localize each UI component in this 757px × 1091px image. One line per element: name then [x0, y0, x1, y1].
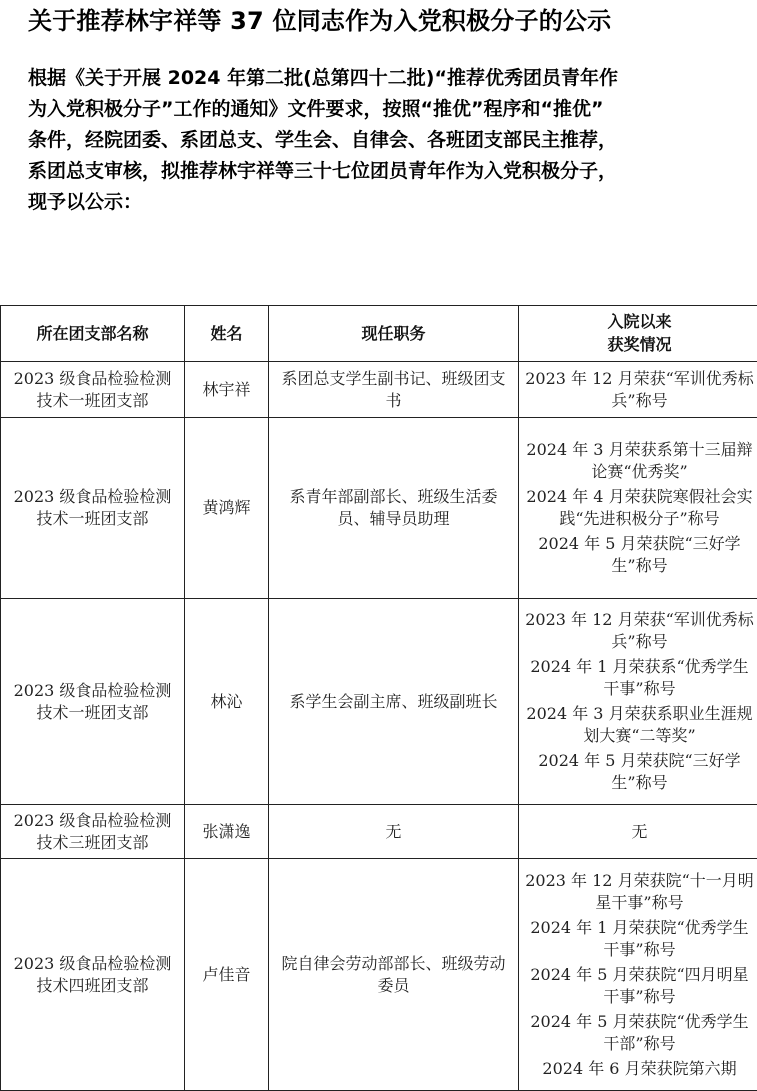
header-awards-line: 获奖情况: [525, 334, 754, 356]
cell-awards: [519, 805, 757, 859]
table-row: [1, 599, 757, 805]
intro-line: 条件，经院团委、系团总支、学生会、自律会、各班团支部民主推荐，: [28, 125, 748, 156]
award-item: 2024 年 1 月荣获院“优秀学生干事”称号: [525, 917, 754, 961]
header-branch: 所在团支部名称: [1, 306, 185, 362]
intro-line: 现予以公示：: [28, 187, 748, 218]
header-awards-line: 入院以来: [525, 311, 754, 333]
award-item: 2024 年 5 月荣获院“三好学生”称号: [525, 533, 754, 577]
cell-branch: 2023 级食品检验检测技术一班团支部: [1, 599, 185, 805]
award-item: 2024 年 5 月荣获院“四月明星干事”称号: [525, 964, 754, 1008]
cell-awards: [519, 418, 757, 599]
award-item: 2024 年 4 月荣获院寒假社会实践“先进积极分子”称号: [525, 486, 754, 530]
cell-name: 林沁: [185, 599, 269, 805]
notice-intro: [28, 63, 748, 218]
award-item: 2023 年 12 月荣获院“十一月明星干事”称号: [525, 870, 754, 914]
award-item: 2024 年 3 月荣获系职业生涯规划大赛“二等奖”: [525, 703, 754, 747]
table-row: [1, 362, 757, 418]
cell-branch: 2023 级食品检验检测技术四班团支部: [1, 859, 185, 1091]
award-item: 2024 年 3 月荣获系第十三届辩论赛“优秀奖”: [525, 439, 754, 483]
award-item: 2023 年 12 月荣获“军训优秀标兵”称号: [525, 368, 754, 412]
notice-title: 关于推荐林宇祥等 37 位同志作为入党积极分子的公示: [28, 4, 748, 38]
award-item: 2024 年 6 月荣获院第六期: [525, 1058, 754, 1080]
cell-position: 系青年部副部长、班级生活委员、辅导员助理: [269, 418, 519, 599]
cell-branch: 2023 级食品检验检测技术一班团支部: [1, 418, 185, 599]
header-awards: [519, 306, 757, 362]
table-row: [1, 859, 757, 1091]
cell-position: 无: [269, 805, 519, 859]
cell-position: 院自律会劳动部部长、班级劳动委员: [269, 859, 519, 1091]
nominee-table: [0, 305, 757, 1091]
cell-name: 卢佳音: [185, 859, 269, 1091]
intro-line: 系团总支审核，拟推荐林宇祥等三十七位团员青年作为入党积极分子，: [28, 156, 748, 187]
table-row: [1, 418, 757, 599]
cell-awards: [519, 599, 757, 805]
award-item: 2024 年 5 月荣获院“优秀学生干部”称号: [525, 1011, 754, 1055]
intro-line: 根据《关于开展 2024 年第二批(总第四十二批)“推荐优秀团员青年作: [28, 63, 748, 94]
award-item: 2024 年 5 月荣获院“三好学生”称号: [525, 750, 754, 794]
cell-name: 张潇逸: [185, 805, 269, 859]
cell-branch: 2023 级食品检验检测技术一班团支部: [1, 362, 185, 418]
header-name: 姓名: [185, 306, 269, 362]
header-position: 现任职务: [269, 306, 519, 362]
cell-branch: 2023 级食品检验检测技术三班团支部: [1, 805, 185, 859]
table-row: [1, 805, 757, 859]
cell-name: 林宇祥: [185, 362, 269, 418]
cell-position: 系学生会副主席、班级副班长: [269, 599, 519, 805]
award-item: 2023 年 12 月荣获“军训优秀标兵”称号: [525, 609, 754, 653]
cell-awards: [519, 362, 757, 418]
intro-line: 为入党积极分子”工作的通知》文件要求，按照“推优”程序和“推优”: [28, 94, 748, 125]
award-item: 2024 年 1 月荣获系“优秀学生干事”称号: [525, 656, 754, 700]
cell-awards: [519, 859, 757, 1091]
cell-name: 黄鸿辉: [185, 418, 269, 599]
cell-position: 系团总支学生副书记、班级团支书: [269, 362, 519, 418]
award-item: 无: [525, 821, 754, 843]
table-header-row: [1, 306, 757, 362]
